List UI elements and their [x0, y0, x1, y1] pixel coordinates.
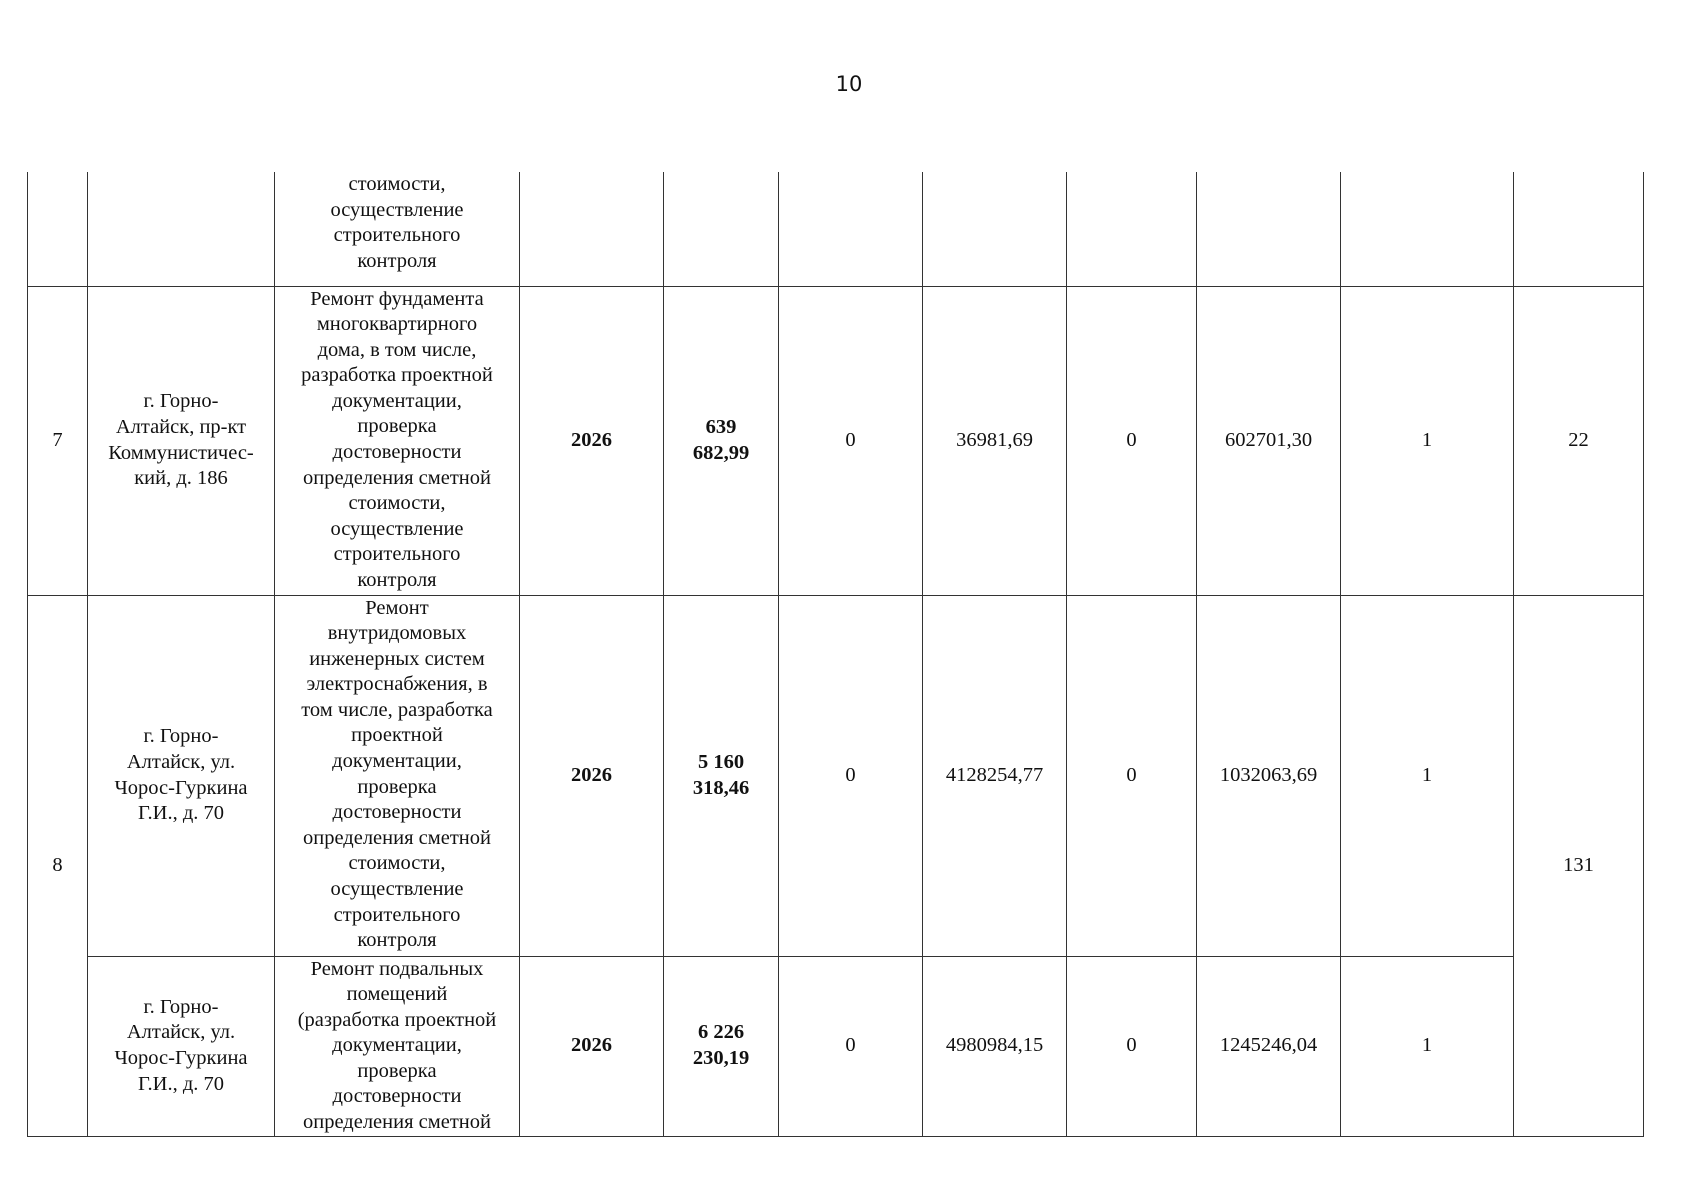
- cell-total: [664, 286, 779, 595]
- cell-col7: 0: [1067, 286, 1197, 595]
- cell-address: [88, 286, 275, 595]
- cell-index: [28, 172, 88, 286]
- cell-col6: [923, 172, 1067, 286]
- cell-index: 7: [28, 286, 88, 595]
- page-number: 10: [835, 72, 863, 96]
- description-text: Ремонт фундамента многоквартирного дома, в том числе, разработка проектной документации, проверка достоверности определения сметной стоимости, осуществление строительного контроля: [301, 287, 493, 592]
- cell-total: [664, 595, 779, 956]
- total-text: 5 160 318,46: [692, 750, 750, 799]
- cell-col6: 4128254,77: [923, 595, 1067, 956]
- cell-col5: 0: [779, 956, 923, 1136]
- table-row: [28, 956, 1644, 1136]
- cell-description: [275, 595, 520, 956]
- cell-total: [664, 172, 779, 286]
- table-row: [28, 595, 1644, 956]
- description-text: стоимости, осуществление строительного контроля: [330, 173, 464, 272]
- cell-col9: 1: [1341, 286, 1514, 595]
- cell-year: 2026: [520, 286, 664, 595]
- cell-col7: [1067, 172, 1197, 286]
- table-row-continuation: [28, 172, 1644, 286]
- cell-address: [88, 956, 275, 1136]
- cell-description: [275, 172, 520, 286]
- cell-col7: 0: [1067, 595, 1197, 956]
- cell-col8: 602701,30: [1197, 286, 1341, 595]
- cell-year: [520, 172, 664, 286]
- table-row: [28, 286, 1644, 595]
- repair-schedule-table: [27, 172, 1644, 1137]
- cell-col6: 4980984,15: [923, 956, 1067, 1136]
- cell-col9: 1: [1341, 595, 1514, 956]
- cell-index: 8: [28, 595, 88, 1136]
- cell-address: [88, 172, 275, 286]
- cell-col5: [779, 172, 923, 286]
- cell-description: [275, 956, 520, 1136]
- cell-col6: 36981,69: [923, 286, 1067, 595]
- cell-col8: 1245246,04: [1197, 956, 1341, 1136]
- cell-address: [88, 595, 275, 956]
- cell-col5: 0: [779, 286, 923, 595]
- description-text: Ремонт подвальных помещений (разработка проектной документации, проверка достоверности определения сметной: [297, 957, 497, 1134]
- cell-col7: 0: [1067, 956, 1197, 1136]
- address-text: г. Горно- Алтайск, ул. Чорос-Гуркина Г.И., д. 70: [114, 725, 248, 825]
- cell-col10: 131: [1514, 595, 1644, 1136]
- cell-col10: [1514, 172, 1644, 286]
- address-text: г. Горно- Алтайск, ул. Чорос-Гуркина Г.И., д. 70: [114, 995, 248, 1095]
- cell-col8: 1032063,69: [1197, 595, 1341, 956]
- cell-total: [664, 956, 779, 1136]
- total-text: 639 682,99: [692, 415, 750, 464]
- cell-year: 2026: [520, 956, 664, 1136]
- total-text: 6 226 230,19: [692, 1021, 750, 1070]
- description-text: Ремонт внутридомовых инженерных систем электроснабжения, в том числе, разработка проектной документации, проверка достоверности определения сметной стоимости, осуществление строительного контроля: [301, 596, 493, 952]
- cell-col8: [1197, 172, 1341, 286]
- cell-year: 2026: [520, 595, 664, 956]
- cell-col9: [1341, 172, 1514, 286]
- cell-col10: 22: [1514, 286, 1644, 595]
- cell-col5: 0: [779, 595, 923, 956]
- cell-col9: 1: [1341, 956, 1514, 1136]
- address-text: г. Горно- Алтайск, пр-кт Коммунистичес- кий, д. 186: [108, 390, 254, 490]
- cell-description: [275, 286, 520, 595]
